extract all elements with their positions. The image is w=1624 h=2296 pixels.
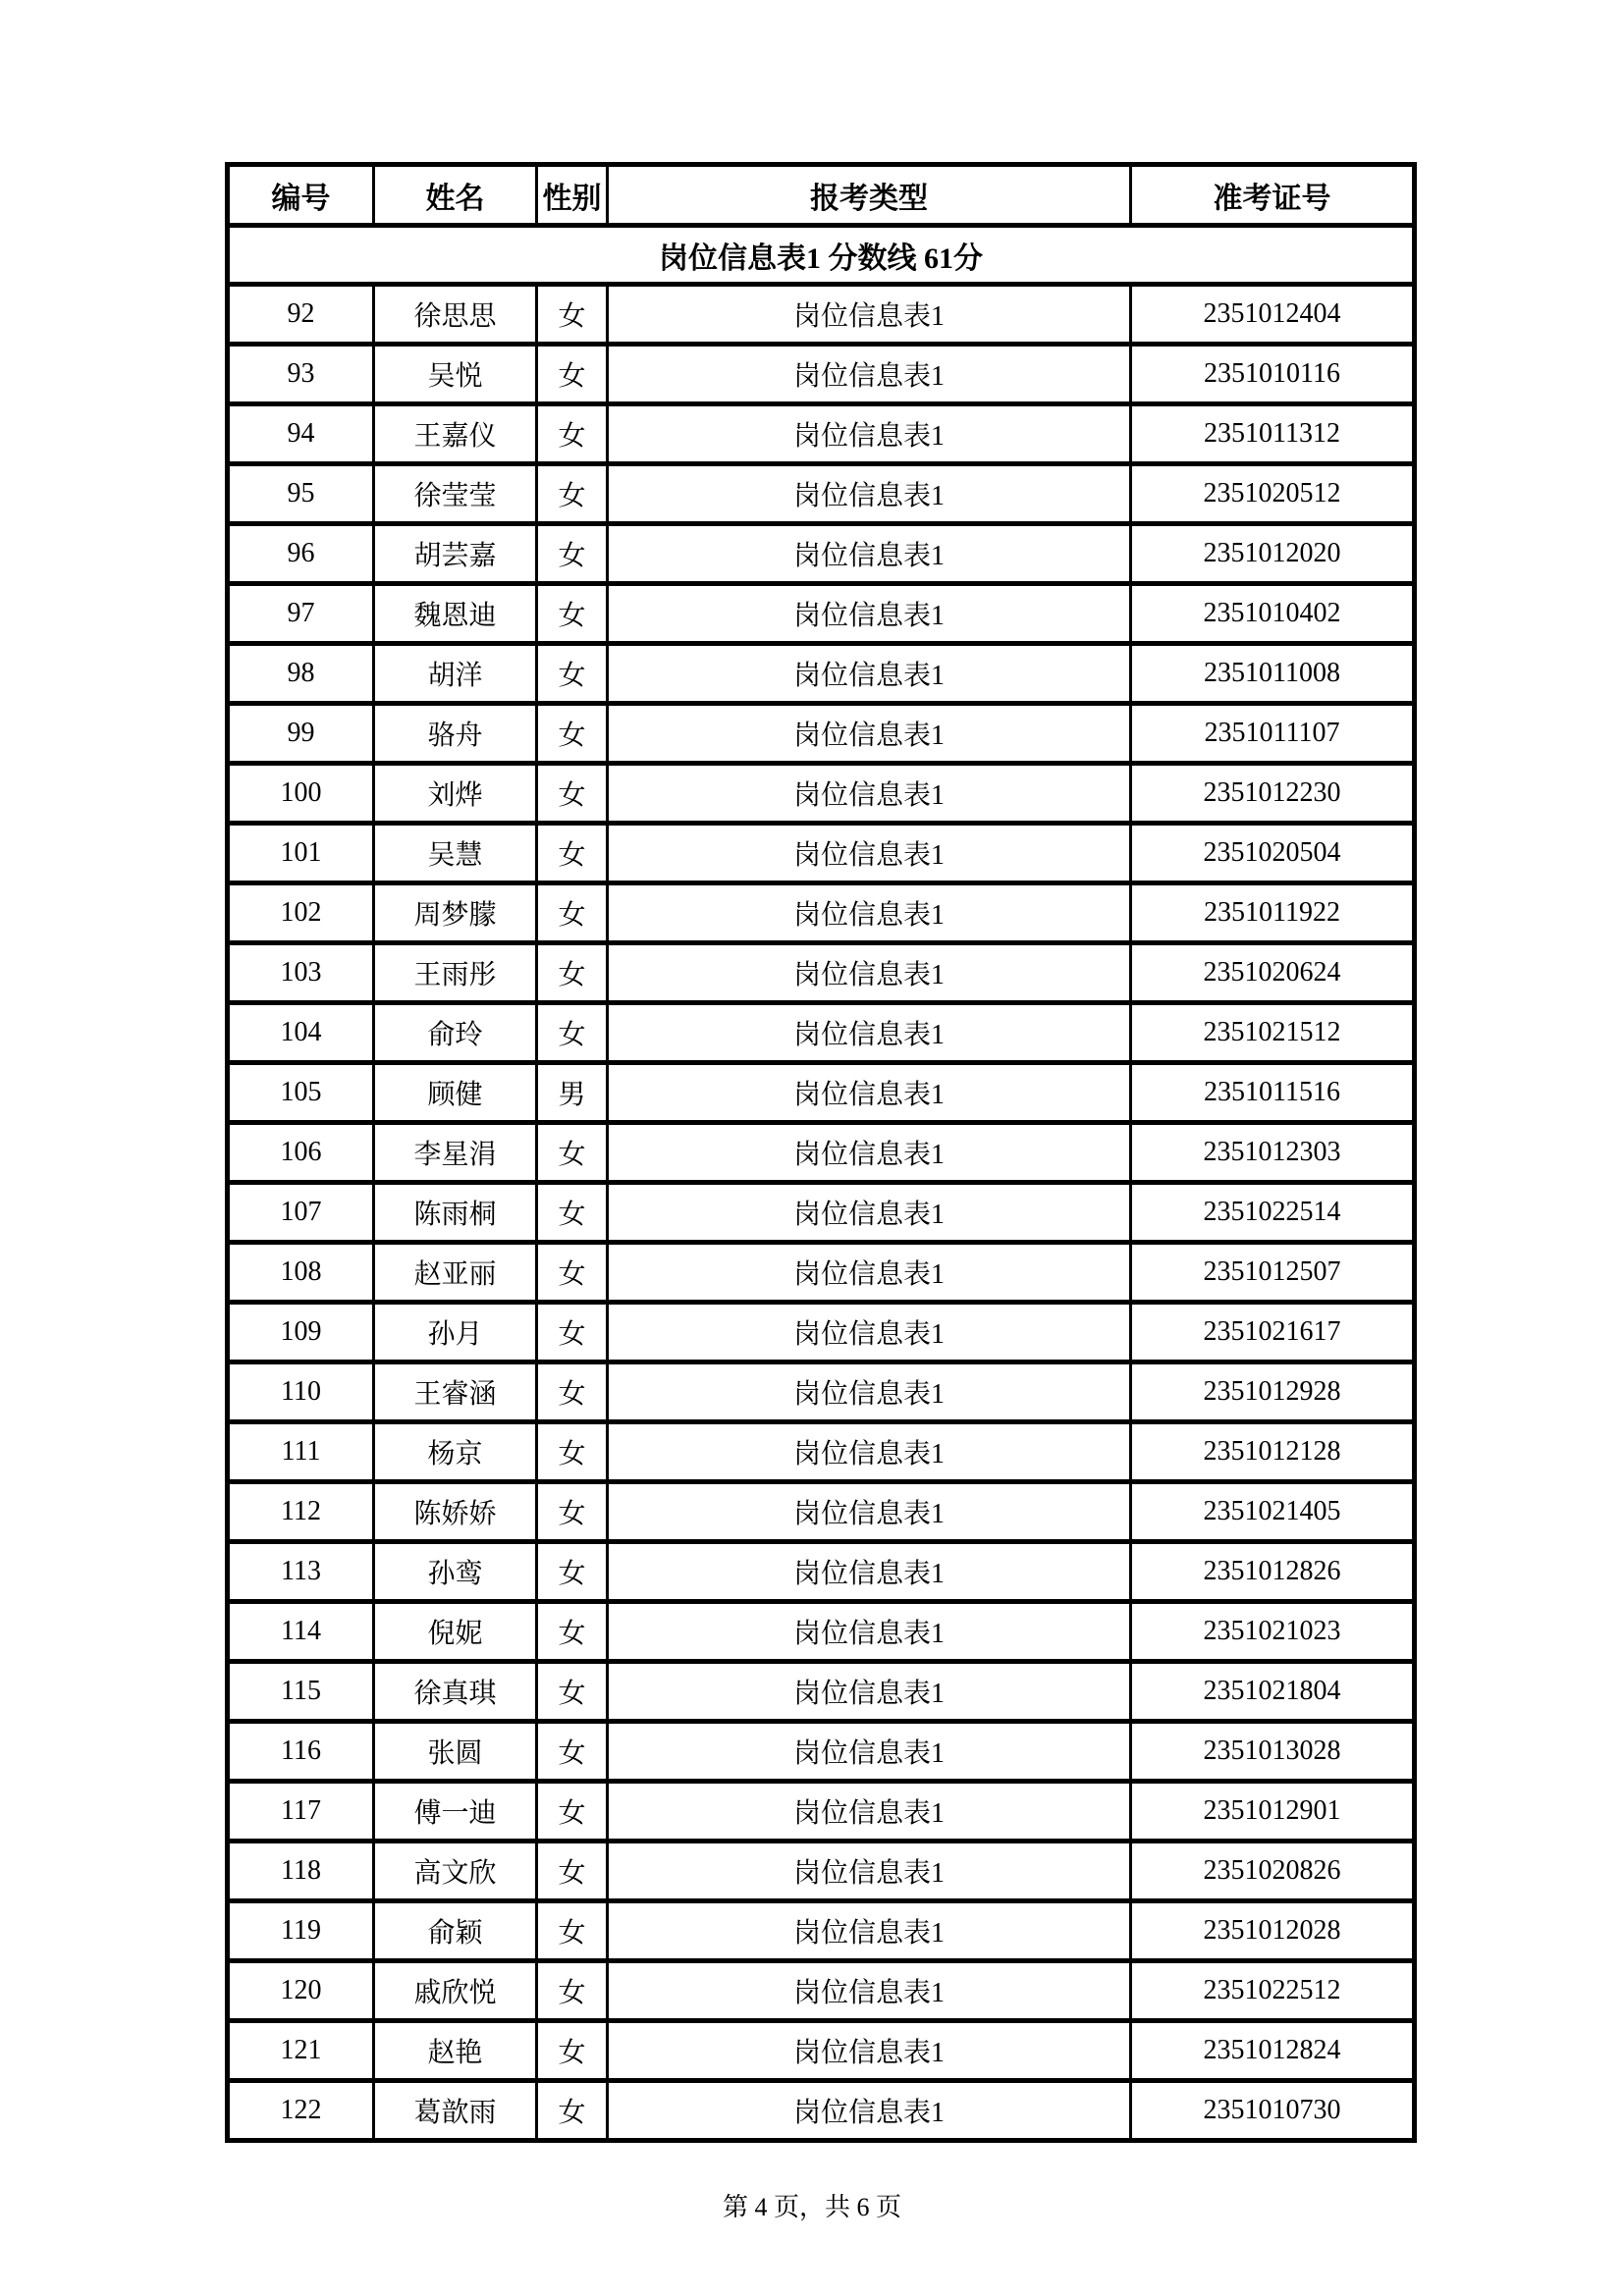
cell-ticket-number: 2351012928 [1131, 1362, 1415, 1422]
cell-ticket-number: 2351020512 [1131, 464, 1415, 524]
cell-exam-type: 岗位信息表1 [608, 1303, 1131, 1362]
cell-exam-type: 岗位信息表1 [608, 1901, 1131, 1961]
cell-gender: 女 [537, 883, 608, 943]
cell-number: 122 [228, 2081, 374, 2141]
cell-gender: 女 [537, 1303, 608, 1362]
cell-exam-type: 岗位信息表1 [608, 464, 1131, 524]
cell-ticket-number: 2351012901 [1131, 1782, 1415, 1842]
table-row [228, 345, 1415, 404]
cell-gender: 女 [537, 824, 608, 883]
cell-number: 113 [228, 1542, 374, 1602]
cell-gender: 女 [537, 285, 608, 345]
table-row [228, 883, 1415, 943]
cell-ticket-number: 2351022512 [1131, 1961, 1415, 2021]
cell-ticket-number: 2351012230 [1131, 764, 1415, 824]
cell-gender: 女 [537, 1782, 608, 1842]
cell-exam-type: 岗位信息表1 [608, 644, 1131, 704]
cell-number: 117 [228, 1782, 374, 1842]
cell-ticket-number: 2351021023 [1131, 1602, 1415, 1662]
cell-ticket-number: 2351011312 [1131, 404, 1415, 464]
cell-ticket-number: 2351011922 [1131, 883, 1415, 943]
cell-gender: 女 [537, 1123, 608, 1183]
cell-exam-type: 岗位信息表1 [608, 704, 1131, 764]
cell-exam-type: 岗位信息表1 [608, 404, 1131, 464]
table-row [228, 1782, 1415, 1842]
cell-exam-type: 岗位信息表1 [608, 1362, 1131, 1422]
cell-ticket-number: 2351020504 [1131, 824, 1415, 883]
cell-exam-type: 岗位信息表1 [608, 524, 1131, 584]
cell-ticket-number: 2351010402 [1131, 584, 1415, 644]
section-title: 岗位信息表1 分数线 61分 [228, 226, 1415, 285]
cell-name: 魏恩迪 [374, 584, 537, 644]
cell-exam-type: 岗位信息表1 [608, 1123, 1131, 1183]
table-row [228, 2081, 1415, 2141]
cell-name: 王嘉仪 [374, 404, 537, 464]
column-header-number: 编号 [228, 165, 374, 226]
cell-number: 107 [228, 1183, 374, 1243]
cell-name: 吴慧 [374, 824, 537, 883]
column-header-name: 姓名 [374, 165, 537, 226]
cell-gender: 女 [537, 1961, 608, 2021]
cell-ticket-number: 2351012128 [1131, 1422, 1415, 1482]
cell-name: 徐真琪 [374, 1662, 537, 1722]
cell-exam-type: 岗位信息表1 [608, 1842, 1131, 1901]
cell-gender: 女 [537, 704, 608, 764]
cell-name: 陈雨桐 [374, 1183, 537, 1243]
cell-number: 102 [228, 883, 374, 943]
cell-name: 赵亚丽 [374, 1243, 537, 1303]
table-row [228, 704, 1415, 764]
cell-number: 115 [228, 1662, 374, 1722]
cell-number: 110 [228, 1362, 374, 1422]
cell-gender: 女 [537, 2081, 608, 2141]
table-row [228, 1901, 1415, 1961]
cell-ticket-number: 2351020826 [1131, 1842, 1415, 1901]
cell-number: 97 [228, 584, 374, 644]
table-row [228, 285, 1415, 345]
cell-number: 93 [228, 345, 374, 404]
cell-gender: 女 [537, 1482, 608, 1542]
table-row [228, 1722, 1415, 1782]
cell-gender: 女 [537, 764, 608, 824]
cell-exam-type: 岗位信息表1 [608, 1602, 1131, 1662]
cell-ticket-number: 2351021617 [1131, 1303, 1415, 1362]
cell-gender: 女 [537, 1003, 608, 1063]
cell-name: 俞玲 [374, 1003, 537, 1063]
cell-number: 114 [228, 1602, 374, 1662]
cell-gender: 女 [537, 584, 608, 644]
cell-exam-type: 岗位信息表1 [608, 1183, 1131, 1243]
table-row [228, 1422, 1415, 1482]
cell-number: 105 [228, 1063, 374, 1123]
cell-name: 徐思思 [374, 285, 537, 345]
cell-number: 96 [228, 524, 374, 584]
table-header-row [228, 165, 1415, 226]
table-row [228, 644, 1415, 704]
table-row [228, 1303, 1415, 1362]
cell-gender: 女 [537, 404, 608, 464]
cell-gender: 女 [537, 464, 608, 524]
cell-number: 95 [228, 464, 374, 524]
cell-gender: 女 [537, 345, 608, 404]
cell-number: 101 [228, 824, 374, 883]
cell-exam-type: 岗位信息表1 [608, 824, 1131, 883]
table-row [228, 464, 1415, 524]
table-body [228, 285, 1415, 2141]
cell-gender: 女 [537, 1722, 608, 1782]
cell-exam-type: 岗位信息表1 [608, 1542, 1131, 1602]
cell-gender: 女 [537, 1362, 608, 1422]
cell-ticket-number: 2351022514 [1131, 1183, 1415, 1243]
cell-number: 106 [228, 1123, 374, 1183]
cell-exam-type: 岗位信息表1 [608, 764, 1131, 824]
table-row [228, 1362, 1415, 1422]
cell-exam-type: 岗位信息表1 [608, 1243, 1131, 1303]
cell-gender: 女 [537, 644, 608, 704]
table-row [228, 524, 1415, 584]
table-row [228, 1602, 1415, 1662]
table-row [228, 1961, 1415, 2021]
cell-name: 赵艳 [374, 2021, 537, 2081]
cell-number: 118 [228, 1842, 374, 1901]
table-row [228, 764, 1415, 824]
cell-number: 109 [228, 1303, 374, 1362]
cell-gender: 女 [537, 1183, 608, 1243]
cell-name: 高文欣 [374, 1842, 537, 1901]
cell-exam-type: 岗位信息表1 [608, 2021, 1131, 2081]
cell-ticket-number: 2351011107 [1131, 704, 1415, 764]
table-row [228, 2021, 1415, 2081]
cell-number: 121 [228, 2021, 374, 2081]
cell-number: 98 [228, 644, 374, 704]
cell-name: 刘烨 [374, 764, 537, 824]
cell-number: 92 [228, 285, 374, 345]
cell-ticket-number: 2351012826 [1131, 1542, 1415, 1602]
column-header-exam-type: 报考类型 [608, 165, 1131, 226]
table-row [228, 584, 1415, 644]
cell-number: 94 [228, 404, 374, 464]
cell-name: 傅一迪 [374, 1782, 537, 1842]
cell-name: 徐莹莹 [374, 464, 537, 524]
cell-ticket-number: 2351011516 [1131, 1063, 1415, 1123]
cell-gender: 女 [537, 1842, 608, 1901]
cell-exam-type: 岗位信息表1 [608, 943, 1131, 1003]
table-row [228, 404, 1415, 464]
cell-gender: 女 [537, 1602, 608, 1662]
column-header-gender: 性别 [537, 165, 608, 226]
cell-ticket-number: 2351011008 [1131, 644, 1415, 704]
cell-number: 120 [228, 1961, 374, 2021]
cell-ticket-number: 2351021804 [1131, 1662, 1415, 1722]
cell-gender: 女 [537, 2021, 608, 2081]
table-row [228, 1842, 1415, 1901]
table-row [228, 1662, 1415, 1722]
cell-number: 111 [228, 1422, 374, 1482]
section-title-row [228, 226, 1415, 285]
cell-exam-type: 岗位信息表1 [608, 883, 1131, 943]
table-row [228, 1542, 1415, 1602]
cell-name: 王雨彤 [374, 943, 537, 1003]
cell-number: 103 [228, 943, 374, 1003]
cell-name: 周梦朦 [374, 883, 537, 943]
cell-name: 倪妮 [374, 1602, 537, 1662]
cell-number: 104 [228, 1003, 374, 1063]
cell-exam-type: 岗位信息表1 [608, 1782, 1131, 1842]
cell-gender: 女 [537, 1422, 608, 1482]
cell-exam-type: 岗位信息表1 [608, 285, 1131, 345]
cell-gender: 女 [537, 524, 608, 584]
cell-name: 张圆 [374, 1722, 537, 1782]
cell-exam-type: 岗位信息表1 [608, 1003, 1131, 1063]
cell-ticket-number: 2351020624 [1131, 943, 1415, 1003]
cell-ticket-number: 2351010116 [1131, 345, 1415, 404]
cell-ticket-number: 2351012404 [1131, 285, 1415, 345]
table-row [228, 943, 1415, 1003]
cell-exam-type: 岗位信息表1 [608, 1722, 1131, 1782]
page-number-indicator: 第 4 页，共 6 页 [722, 2193, 901, 2221]
cell-exam-type: 岗位信息表1 [608, 1961, 1131, 2021]
column-header-ticket-no: 准考证号 [1131, 165, 1415, 226]
cell-ticket-number: 2351012824 [1131, 2021, 1415, 2081]
table-row [228, 1123, 1415, 1183]
table-row [228, 1003, 1415, 1063]
cell-gender: 女 [537, 943, 608, 1003]
cell-exam-type: 岗位信息表1 [608, 1662, 1131, 1722]
cell-ticket-number: 2351013028 [1131, 1722, 1415, 1782]
cell-ticket-number: 2351012020 [1131, 524, 1415, 584]
cell-ticket-number: 2351012303 [1131, 1123, 1415, 1183]
cell-number: 112 [228, 1482, 374, 1542]
cell-name: 孙鸾 [374, 1542, 537, 1602]
cell-number: 99 [228, 704, 374, 764]
table-row [228, 1063, 1415, 1123]
cell-name: 顾健 [374, 1063, 537, 1123]
cell-exam-type: 岗位信息表1 [608, 1482, 1131, 1542]
table-row [228, 1482, 1415, 1542]
cell-ticket-number: 2351010730 [1131, 2081, 1415, 2141]
cell-name: 葛歆雨 [374, 2081, 537, 2141]
cell-name: 杨京 [374, 1422, 537, 1482]
table-row [228, 1183, 1415, 1243]
candidate-roster-table [225, 162, 1417, 2143]
cell-exam-type: 岗位信息表1 [608, 1422, 1131, 1482]
cell-name: 骆舟 [374, 704, 537, 764]
cell-name: 李星涓 [374, 1123, 537, 1183]
cell-exam-type: 岗位信息表1 [608, 345, 1131, 404]
cell-gender: 女 [537, 1243, 608, 1303]
cell-name: 俞颖 [374, 1901, 537, 1961]
cell-name: 戚欣悦 [374, 1961, 537, 2021]
table-row [228, 824, 1415, 883]
cell-exam-type: 岗位信息表1 [608, 584, 1131, 644]
cell-gender: 女 [537, 1901, 608, 1961]
cell-ticket-number: 2351012507 [1131, 1243, 1415, 1303]
cell-number: 108 [228, 1243, 374, 1303]
cell-gender: 男 [537, 1063, 608, 1123]
cell-ticket-number: 2351021405 [1131, 1482, 1415, 1542]
cell-name: 吴悦 [374, 345, 537, 404]
cell-gender: 女 [537, 1542, 608, 1602]
cell-name: 王睿涵 [374, 1362, 537, 1422]
cell-name: 胡洋 [374, 644, 537, 704]
cell-ticket-number: 2351021512 [1131, 1003, 1415, 1063]
cell-number: 100 [228, 764, 374, 824]
cell-number: 116 [228, 1722, 374, 1782]
cell-number: 119 [228, 1901, 374, 1961]
cell-name: 陈娇娇 [374, 1482, 537, 1542]
cell-gender: 女 [537, 1662, 608, 1722]
cell-ticket-number: 2351012028 [1131, 1901, 1415, 1961]
table-row [228, 1243, 1415, 1303]
cell-name: 孙月 [374, 1303, 537, 1362]
cell-name: 胡芸嘉 [374, 524, 537, 584]
cell-exam-type: 岗位信息表1 [608, 2081, 1131, 2141]
cell-exam-type: 岗位信息表1 [608, 1063, 1131, 1123]
